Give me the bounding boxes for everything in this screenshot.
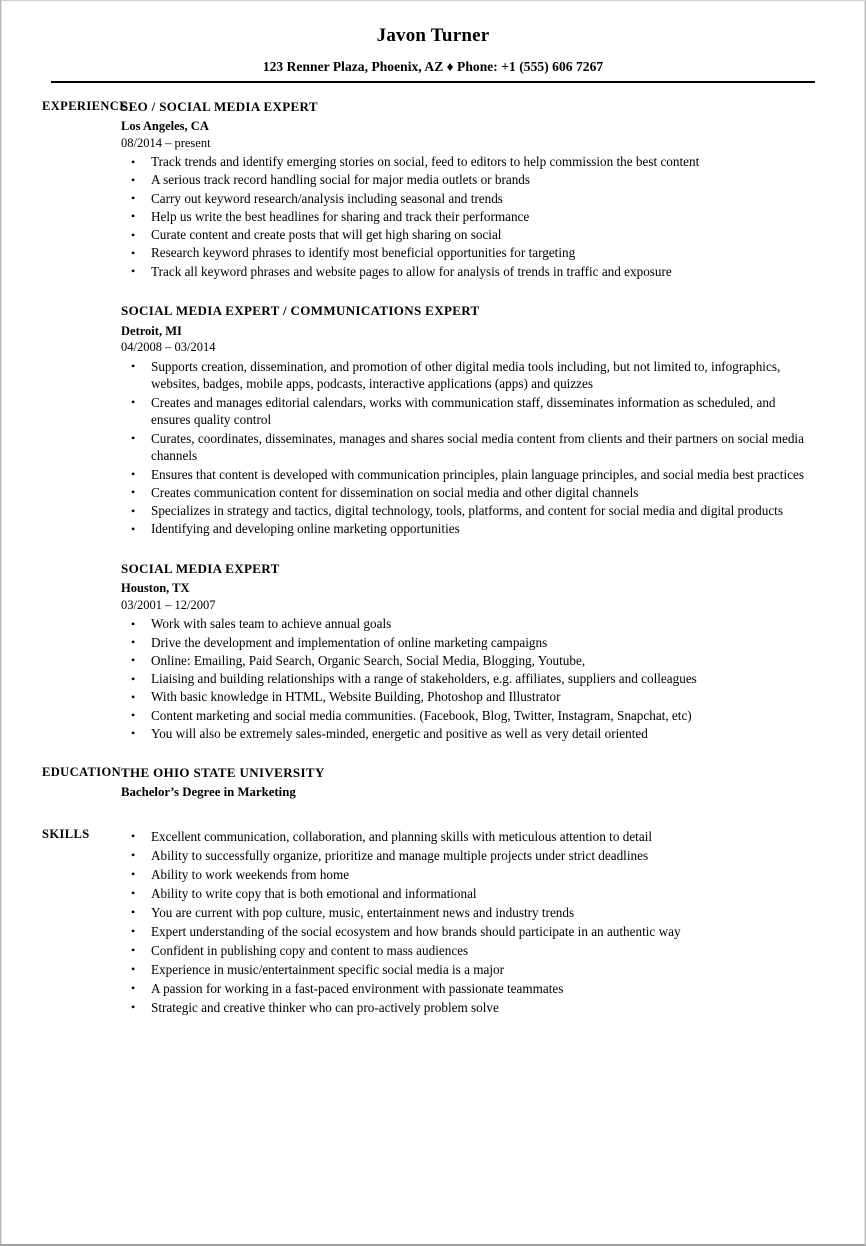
candidate-name: Javon Turner (376, 25, 490, 46)
bullet-item: • Carry out keyword research/analysis including seasonal and trends (130, 190, 814, 208)
job-bullet-list (121, 615, 814, 742)
job-bullet-list (121, 153, 814, 280)
bullet-item: • Experience in music/entertainment specific social media is a major (130, 961, 814, 979)
job-entry (121, 98, 814, 281)
bullet-item: • Creates communication content for dissemination on social media and other digital channels (130, 484, 814, 502)
candidate-contact-line: 123 Renner Plaza, Phoenix, AZ ♦ Phone: +1 (555) 606 7267 (262, 58, 604, 74)
bullet-item: • Identifying and developing online marketing opportunities (130, 520, 814, 538)
bullet-item: • Track all keyword phrases and website pages to allow for analysis of trends in traffic and exposure (130, 263, 814, 281)
job-title: SOCIAL MEDIA EXPERT / COMMUNICATIONS EXPERT (121, 303, 480, 319)
job-title: SOCIAL MEDIA EXPERT (121, 561, 280, 577)
job-entry (121, 560, 814, 743)
job-location: Los Angeles, CA (121, 119, 209, 134)
bullet-item: • Work with sales team to achieve annual goals (130, 615, 814, 633)
job-location: Detroit, MI (121, 323, 182, 338)
bullet-item: • Supports creation, dissemination, and promotion of other digital media tools including, but not limited to, infographics, websites, badges, mobile apps, podcasts, interactive applications (apps) and quizzes (130, 358, 814, 394)
bullet-item: • Strategic and creative thinker who can pro-actively problem solve (130, 999, 814, 1017)
bullet-item: • Specializes in strategy and tactics, digital technology, tools, platforms, and content for social media and digital products (130, 502, 814, 520)
bullet-item: • Curates, coordinates, disseminates, manages and shares social media content from clients and their partners on social media channels (130, 430, 814, 466)
bullet-item: • With basic knowledge in HTML, Website Building, Photoshop and Illustrator (130, 688, 814, 706)
job-title: SEO / SOCIAL MEDIA EXPERT (121, 98, 318, 114)
bullet-item: • Creates and manages editorial calendars, works with communication staff, disseminates information as scheduled, and ensures quality control (130, 394, 814, 430)
job-dates: 03/2001 – 12/2007 (121, 598, 216, 613)
resume-content (2, 83, 864, 1017)
bullet-item: • Ability to write copy that is both emotional and informational (130, 885, 814, 903)
bullet-item: • Curate content and create posts that will get high sharing on social (130, 226, 814, 244)
bullet-item: • Track trends and identify emerging stories on social, feed to editors to help commission the best content (130, 153, 814, 171)
job-location: Houston, TX (121, 581, 190, 596)
job-dates: 08/2014 – present (121, 135, 211, 150)
section-experience (2, 98, 864, 743)
bullet-item: • A serious track record handling social for major media outlets or brands (130, 171, 814, 189)
bullet-item: • Drive the development and implementation of online marketing campaigns (130, 634, 814, 652)
section-education (2, 764, 864, 802)
section-label-education: EDUCATION (42, 764, 122, 779)
bullet-item: • Ensures that content is developed with communication principles, plain language principles, and social media best practices (130, 466, 814, 484)
bullet-item: • A passion for working in a fast-paced environment with passionate teammates (130, 980, 814, 998)
resume-page-inner (1, 1, 865, 1244)
experience-entries (121, 98, 864, 743)
section-label-skills: SKILLS (42, 826, 90, 841)
bullet-item: • Research keyword phrases to identify most beneficial opportunities for targeting (130, 244, 814, 262)
job-entry (121, 302, 814, 538)
job-bullet-list (121, 358, 814, 539)
bullet-item: • Excellent communication, collaboration, and planning skills with meticulous attention to detail (130, 828, 814, 846)
education-entries (121, 764, 864, 802)
job-dates: 04/2008 – 03/2014 (121, 340, 216, 355)
bullet-item: • Ability to successfully organize, prioritize and manage multiple projects under strict deadlines (130, 847, 814, 865)
section-label-experience: EXPERIENCE (42, 98, 128, 113)
education-degree: Bachelor’s Degree in Marketing (121, 785, 296, 800)
bullet-item: • Liaising and building relationships with a range of stakeholders, e.g. affiliates, suppliers and colleagues (130, 670, 814, 688)
bullet-item: • Help us write the best headlines for sharing and track their performance (130, 208, 814, 226)
skills-entries (121, 826, 864, 1017)
skills-bullet-list (121, 828, 814, 1017)
bullet-item: • Content marketing and social media communities. (Facebook, Blog, Twitter, Instagram, Snapchat, etc) (130, 707, 814, 725)
bullet-item: • Ability to work weekends from home (130, 866, 814, 884)
resume-header (2, 1, 864, 83)
bullet-item: • Online: Emailing, Paid Search, Organic Search, Social Media, Blogging, Youtube, (130, 652, 814, 670)
bullet-item: • You will also be extremely sales-minded, energetic and positive as well as very detail oriented (130, 725, 814, 743)
bullet-item: • Expert understanding of the social ecosystem and how brands should participate in an authentic way (130, 923, 814, 941)
bullet-item: • Confident in publishing copy and content to mass audiences (130, 942, 814, 960)
section-skills (2, 826, 864, 1017)
bullet-item: • You are current with pop culture, music, entertainment news and industry trends (130, 904, 814, 922)
education-school: THE OHIO STATE UNIVERSITY (121, 764, 325, 780)
